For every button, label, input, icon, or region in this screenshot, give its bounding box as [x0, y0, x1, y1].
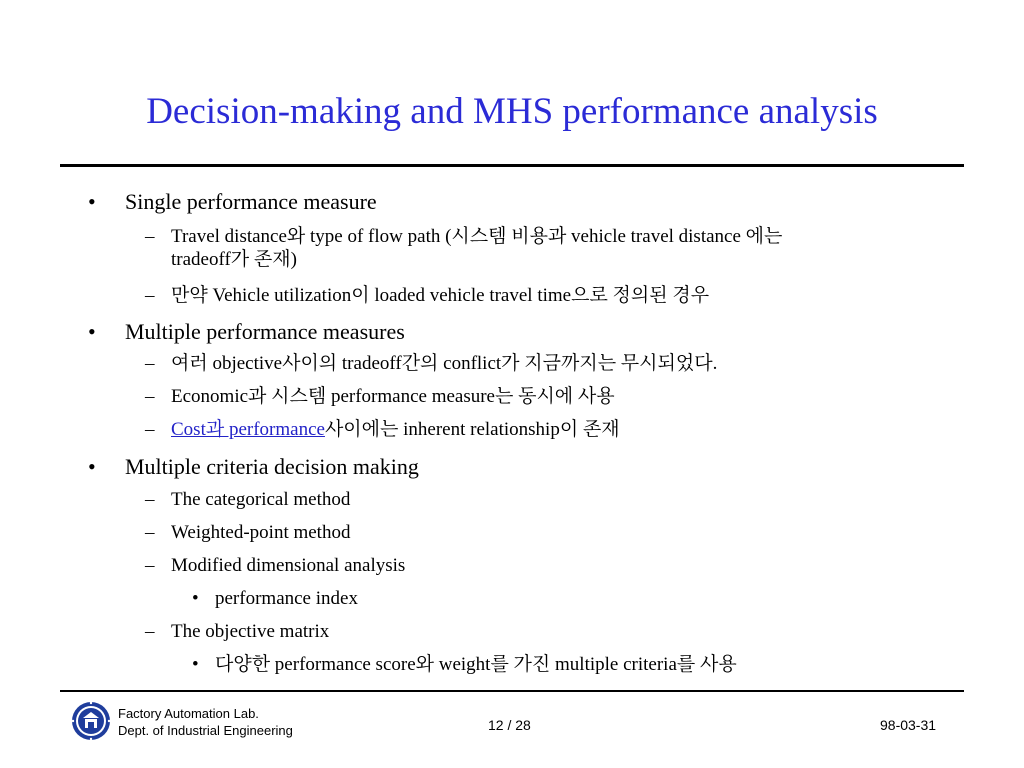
page-number: 12 / 28 — [488, 717, 531, 733]
sub-bullet-economic: Economic과 시스템 performance measure는 동시에 사용 — [171, 386, 615, 407]
dash-marker: – — [145, 522, 155, 543]
sub-sub-bullet-multiple-criteria: 다양한 performance score와 weight를 가진 multiple criteria를 사용 — [215, 654, 737, 675]
footer-org-line: Dept. of Industrial Engineering — [118, 723, 293, 738]
dash-marker: – — [145, 419, 155, 440]
bullet-multiple-criteria: Multiple criteria decision making — [125, 454, 419, 479]
footer-divider — [60, 690, 964, 692]
bullet-multiple-performance: Multiple performance measures — [125, 319, 405, 344]
bullet-marker: • — [192, 588, 199, 609]
university-seal-icon — [71, 700, 111, 742]
bullet-marker: • — [88, 189, 96, 214]
footer-org-line: Factory Automation Lab. — [118, 706, 259, 721]
dash-marker: – — [145, 226, 155, 247]
sub-bullet-line: Travel distance와 type of flow path (시스템 비용과 vehicle travel distance 에는 — [171, 226, 783, 247]
dash-marker: – — [145, 285, 155, 306]
footer-date: 98-03-31 — [880, 717, 937, 733]
bullet-marker: • — [88, 319, 96, 344]
sub-bullet-line: tradeoff가 존재) — [171, 249, 297, 270]
sub-bullet-vehicle-utilization: 만약 Vehicle utilization이 loaded vehicle travel time으로 정의된 경우 — [171, 285, 710, 306]
cost-performance-link[interactable]: Cost과 performance — [171, 419, 325, 440]
slide-title: Decision-making and MHS performance analysis — [146, 91, 878, 132]
bullet-marker: • — [192, 654, 199, 675]
bullet-marker: • — [88, 454, 96, 479]
sub-sub-bullet-performance-index: performance index — [215, 588, 358, 609]
dash-marker: – — [145, 555, 155, 576]
dash-marker: – — [145, 386, 155, 407]
sub-bullet-modified-dimensional: Modified dimensional analysis — [171, 555, 406, 576]
dash-marker: – — [145, 621, 155, 642]
sub-bullet-tradeoff-conflict: 여러 objective사이의 tradeoff간의 conflict가 지금까지는 무시되었다. — [171, 353, 718, 374]
sub-bullet-weighted-point: Weighted-point method — [171, 522, 351, 543]
sub-bullet-text: 사이에는 inherent relationship이 존재 — [324, 419, 620, 440]
sub-bullet-travel-distance — [171, 225, 931, 271]
dash-marker: – — [145, 353, 155, 374]
footer-organization — [118, 705, 293, 739]
dash-marker: – — [145, 489, 155, 510]
sub-bullet-cost-performance — [171, 418, 931, 441]
sub-bullet-categorical: The categorical method — [171, 489, 351, 510]
bullet-single-performance: Single performance measure — [125, 189, 377, 214]
sub-bullet-objective-matrix: The objective matrix — [171, 621, 330, 642]
